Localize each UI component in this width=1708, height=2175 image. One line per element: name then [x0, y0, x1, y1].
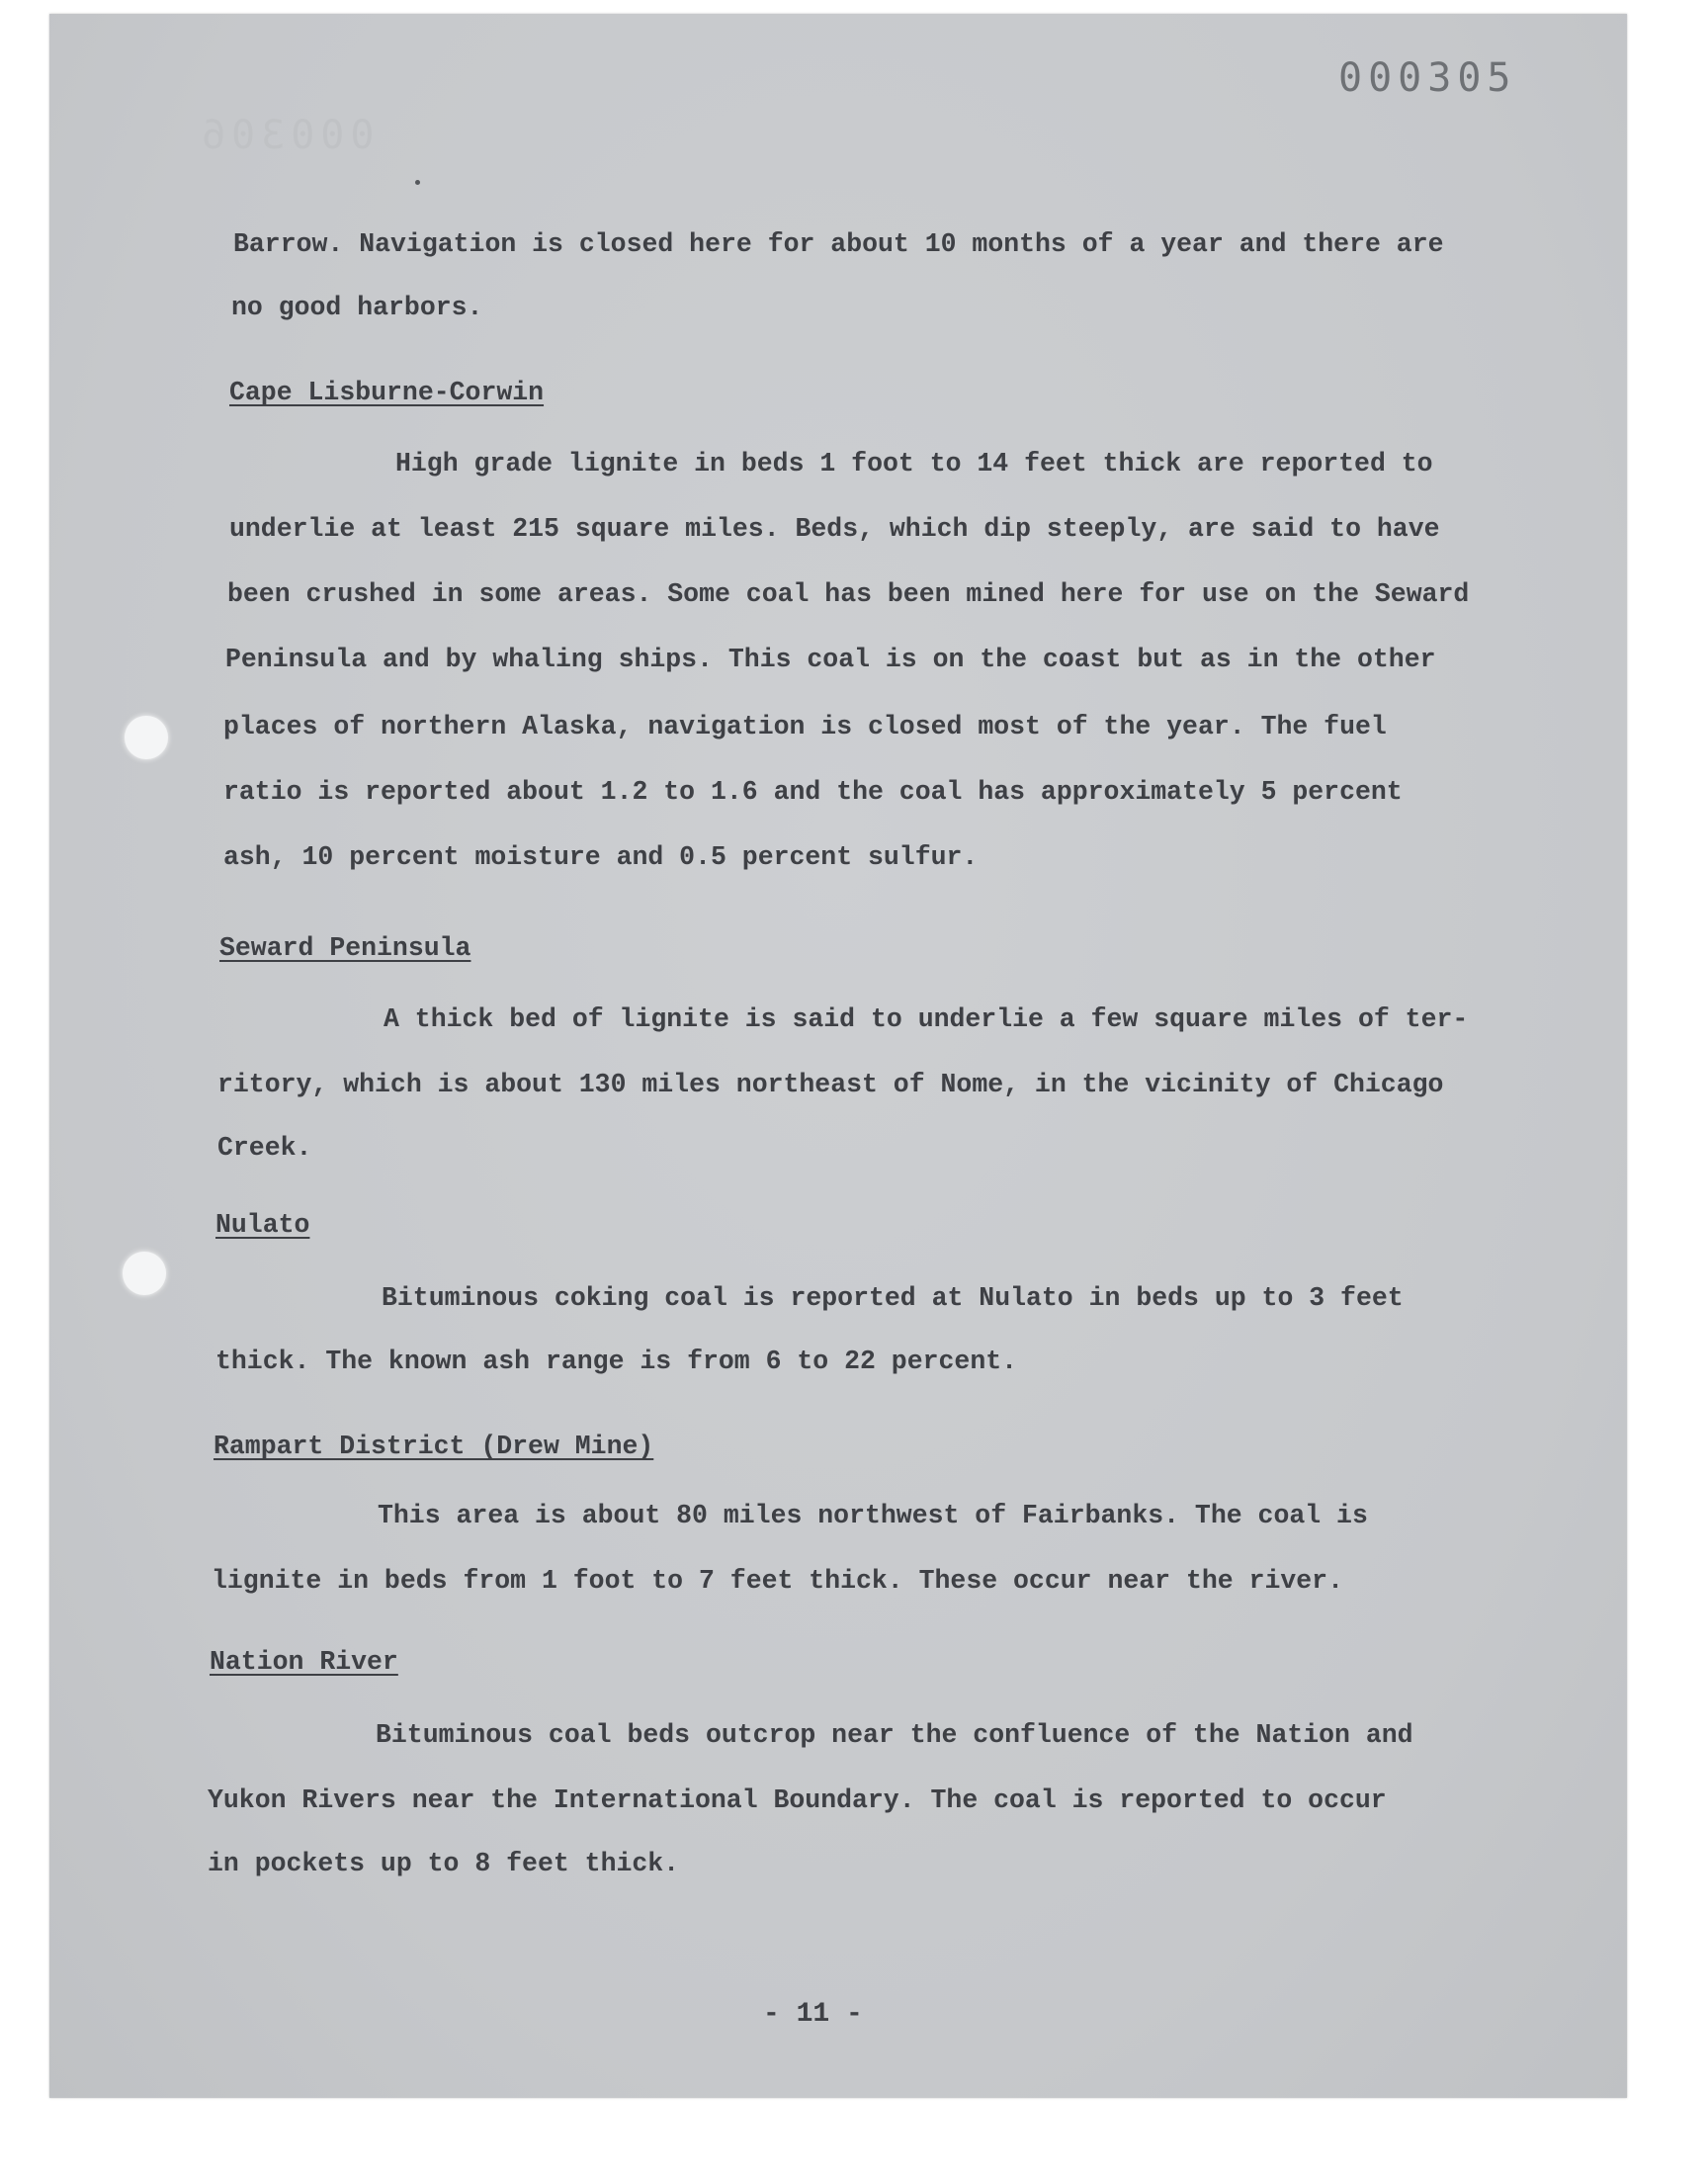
body-line: ratio is reported about 1.2 to 1.6 and the coal has approximately 5 percent	[223, 777, 1403, 807]
body-line: Bituminous coal beds outcrop near the confluence of the Nation and	[376, 1720, 1413, 1750]
serial-number-bleedthrough: 000306	[196, 113, 375, 158]
serial-number: 000305	[1338, 55, 1517, 101]
speck	[415, 180, 420, 185]
body-line: Peninsula and by whaling ships. This coal is on the coast but as in the other	[225, 645, 1436, 674]
body-line: in pockets up to 8 feet thick.	[208, 1849, 680, 1878]
paper-sheet	[49, 14, 1627, 2098]
body-line: underlie at least 215 square miles. Beds, which dip steeply, are said to have	[229, 514, 1440, 544]
body-line: This area is about 80 miles northwest of Fairbanks. The coal is	[378, 1501, 1368, 1530]
section-heading: Nulato	[215, 1210, 310, 1240]
body-line: ash, 10 percent moisture and 0.5 percent sulfur.	[223, 842, 979, 872]
punch-hole-upper	[125, 716, 168, 759]
section-heading: Seward Peninsula	[219, 933, 471, 963]
section-heading: Cape Lisburne-Corwin	[229, 378, 545, 407]
page-number: - 11 -	[763, 1999, 863, 2030]
body-line: no good harbors.	[231, 293, 483, 322]
punch-hole-lower	[123, 1252, 166, 1295]
body-line: Creek.	[217, 1133, 312, 1163]
body-line: Barrow. Navigation is closed here for about 10 months of a year and there are	[233, 229, 1444, 259]
body-line: thick. The known ash range is from 6 to 22 percent.	[215, 1347, 1018, 1376]
body-line: Bituminous coking coal is reported at Nulato in beds up to 3 feet	[382, 1283, 1404, 1313]
section-heading: Rampart District (Drew Mine)	[214, 1432, 654, 1461]
body-line: ritory, which is about 130 miles northeast of Nome, in the vicinity of Chicago	[217, 1070, 1444, 1099]
body-line: places of northern Alaska, navigation is closed most of the year. The fuel	[223, 712, 1387, 741]
section-heading: Nation River	[210, 1647, 398, 1677]
body-line: High grade lignite in beds 1 foot to 14 feet thick are reported to	[395, 449, 1433, 478]
body-line: lignite in beds from 1 foot to 7 feet thick. These occur near the river.	[212, 1566, 1343, 1596]
body-line: been crushed in some areas. Some coal has been mined here for use on the Seward	[227, 579, 1470, 609]
body-line: A thick bed of lignite is said to underlie a few square miles of ter-	[384, 1004, 1469, 1034]
body-line: Yukon Rivers near the International Boundary. The coal is reported to occur	[208, 1785, 1387, 1815]
